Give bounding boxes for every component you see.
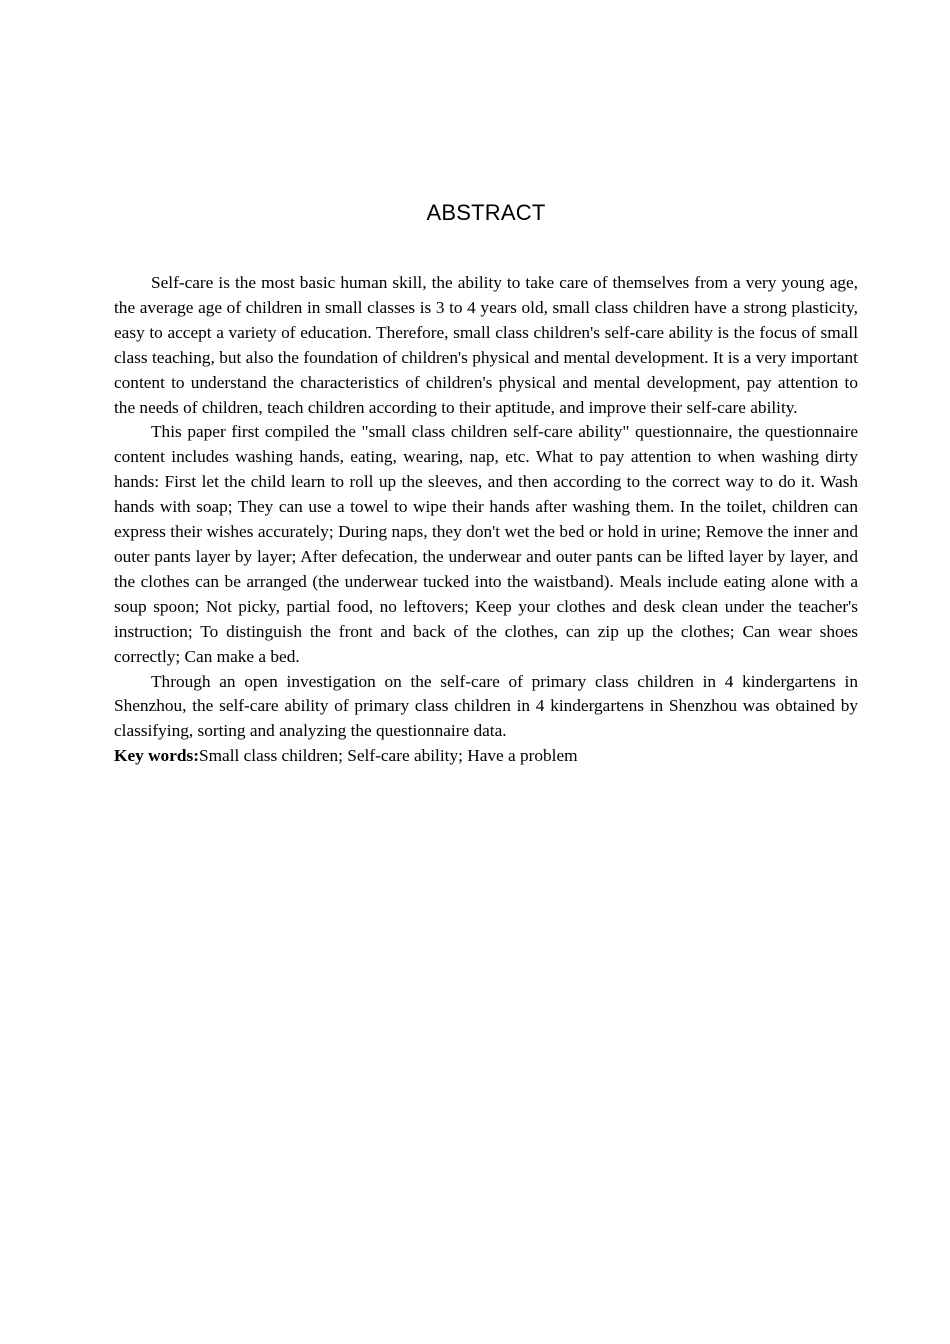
keywords-text: Small class children; Self-care ability; Have a problem [198, 746, 578, 766]
keywords-line [114, 744, 858, 769]
abstract-title: ABSTRACT [426, 200, 546, 225]
keywords-label: Key words: [114, 746, 199, 766]
abstract-body [114, 271, 858, 769]
abstract-paragraph-3: Through an open investigation on the self-care of primary class children in 4 kindergartens in Shenzhou, the self-care ability of primary class children in 4 kindergartens in Shenzhou was obtained by classifying, sorting and analyzing the questionnaire data. [114, 671, 858, 741]
abstract-paragraph-1: Self-care is the most basic human skill, the ability to take care of themselves from a very young age, the average age of children in small classes is 3 to 4 years old, small class children have a strong plasticity, easy to accept a variety of education. Therefore, small class children's self-care ability is the focus of small class teaching, but also the foundation of children's physical and mental development. It is a very important content to understand the characteristics of children's physical and mental development, pay attention to the needs of children, teach children according to their aptitude, and improve their self-care ability. [114, 273, 858, 417]
abstract-paragraph-2: This paper first compiled the "small class children self-care ability" questionnaire, the questionnaire content includes washing hands, eating, wearing, nap, etc. What to pay attention to when washing dirty hands: First let the child learn to roll up the sleeves, and then according to the correct way to do it. Wash hands with soap; They can use a towel to wipe their hands after washing them. In the toilet, children can express their wishes accurately; During naps, they don't wet the bed or hold in urine; Remove the inner and outer pants layer by layer; After defecation, the underwear and outer pants can be lifted layer by layer, and the clothes can be arranged (the underwear tucked into the waistband). Meals include eating alone with a soup spoon; Not picky, partial food, no leftovers; Keep your clothes and desk clean under the teacher's instruction; To distinguish the front and back of the clothes, can zip up the clothes; Can wear shoes correctly; Can make a bed. [114, 422, 858, 666]
